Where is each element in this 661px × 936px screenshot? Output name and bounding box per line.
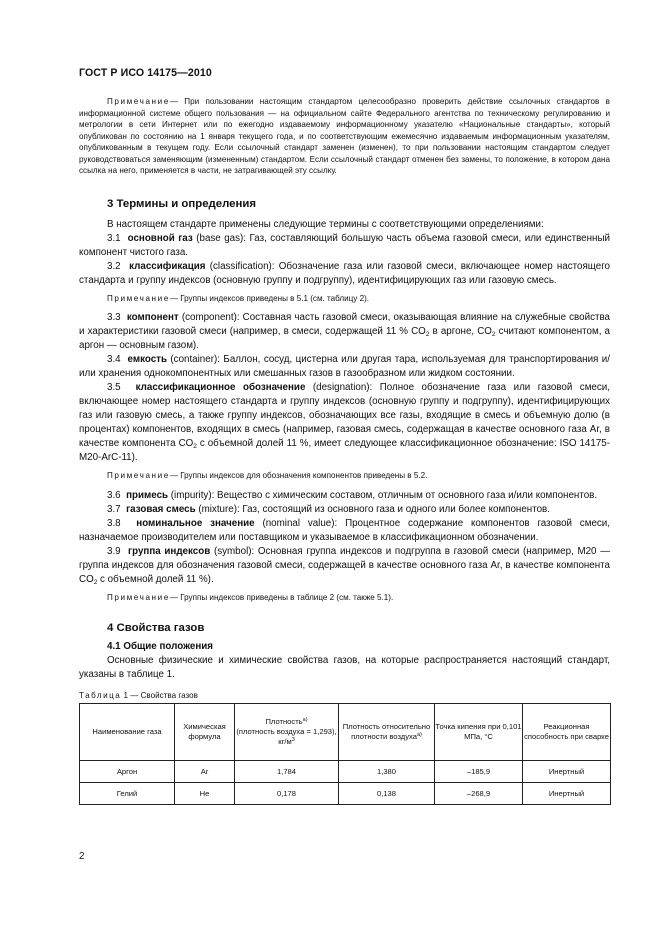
- term-3-6: [79, 489, 610, 503]
- term-3-9: [79, 545, 610, 587]
- note-label: Примечание: [107, 592, 170, 602]
- term-3-8: [79, 517, 610, 545]
- cell-name: Гелий: [80, 783, 175, 805]
- term-name: классификация: [129, 260, 206, 272]
- term-definition: (classification): Обозначение газа или газовой смеси, включающее номер настоящего стандарта и группу индексов (основную группу и подгруппу), идентифицирующих газ или газовую смесь.: [79, 260, 610, 286]
- term-name: номинальное значение: [136, 517, 255, 529]
- term-3-4: [79, 353, 610, 381]
- term-name: основной газ: [127, 232, 193, 244]
- caption-text: 1 — Свойства газов: [123, 691, 198, 700]
- term-name: емкость: [127, 354, 167, 365]
- col-header-relative-density: [339, 704, 435, 761]
- note-1: [79, 293, 610, 305]
- term-definition: (nominal value): Процентное содержание компонентов газовой смеси, назначаемое производителем или поставщиком и указываемое в классификационном обозначении.: [79, 517, 610, 543]
- subscript: 2: [93, 578, 98, 586]
- col-header-density: [235, 704, 339, 761]
- table-caption: [79, 691, 610, 700]
- note-2: [79, 470, 610, 482]
- page-header: ГОСТ Р ИСО 14175—2010: [79, 67, 212, 79]
- term-number: 3.6: [107, 489, 121, 501]
- term-3-5: [79, 381, 610, 465]
- term-name: группа индексов: [128, 545, 211, 557]
- note-label: Примечание: [107, 471, 170, 480]
- term-name: примесь: [126, 489, 169, 501]
- note-text: — Группы индексов для обозначения компонентов приведены в 5.2.: [169, 471, 428, 480]
- term-number: 3.8: [107, 517, 121, 529]
- page-number: 2: [79, 851, 85, 862]
- col-header-formula: Химическая формула: [175, 704, 235, 761]
- cell-relative-density: 1,380: [339, 761, 435, 783]
- cell-formula: Ar: [175, 761, 235, 783]
- term-definition: с объемной долей 11 %).: [97, 573, 214, 585]
- relative-label: Плотность относительно плотности воздуха: [342, 722, 431, 741]
- note-intro: [79, 96, 610, 177]
- footnote-mark: a): [416, 732, 422, 738]
- term-3-3: [79, 311, 610, 353]
- cell-relative-density: 0,138: [339, 783, 435, 805]
- term-name: газовая смесь: [126, 503, 196, 515]
- density-label: Плотность: [265, 717, 303, 726]
- unit-superscript: 3: [291, 737, 295, 743]
- term-number: 3.9: [107, 545, 121, 557]
- note-text: — Группы индексов приведены в 5.1 (см. таблицу 2).: [169, 293, 370, 303]
- density-detail: (плотность воздуха = 1,293), кг/м: [236, 727, 337, 746]
- term-3-7: [79, 503, 610, 517]
- subscript: 2: [491, 331, 496, 338]
- term-name: классификационное обозначение: [135, 382, 306, 393]
- term-number: 3.4: [107, 354, 121, 365]
- term-3-2: [79, 260, 610, 288]
- cell-name: Аргон: [80, 761, 175, 783]
- subsection-4-1-title: 4.1 Общие положения: [107, 641, 214, 652]
- term-definition: с объемной долей 11 %, имеет следующее классификационное обозначение: ISO 14175-M20-ArC-11).: [79, 438, 610, 463]
- table-row: [80, 783, 611, 805]
- note-text: — При пользовании настоящим стандартом целесообразно проверить действие ссылочных стандартов в информационной системе общего пользования — на официальном сайте Федерального агентства по техническому регулированию и метрологии в сети Интернет или по ежегодно издаваемому информационному указателю «Национальные стандарты», который опубликован по состоянию на 1 января текущего года, и по соответствующим ежемесячно издаваемым информационным указателям, опубликованным в текущем году. Если ссылочный стандарт заменен (изменен), то при пользовании настоящим стандартом следует руководствоваться заменяющим (измененным) стандартом. Если ссылочный стандарт отменен без замены, то положение, в котором дана ссылка на него, применяется в части, не затрагивающей эту ссылку.: [79, 97, 610, 175]
- note-label: Примечание: [107, 293, 170, 303]
- term-number: 3.1: [107, 232, 121, 244]
- col-header-name: Наименование газа: [80, 704, 175, 761]
- term-definition: считают компонентом, а аргон — основным газом).: [79, 326, 611, 351]
- term-3-1: [79, 232, 610, 260]
- term-number: 3.5: [107, 382, 121, 393]
- term-definition: (component): Составная часть газовой смеси, оказывающая влияние на служебные свойства и характеристики газовой смеси (например, в смеси, содержащей 11 % CO: [79, 312, 610, 337]
- term-number: 3.3: [107, 312, 121, 323]
- caption-label: Таблица: [79, 691, 122, 700]
- term-definition: (container): Баллон, сосуд, цистерна или другая тара, используемая для транспортирования и/или хранения однокомпонентных или смешанных газов в газообразном или жидком состоянии.: [79, 354, 610, 379]
- cell-boiling-point: –185,9: [435, 761, 523, 783]
- section-4-1-text: Основные физические и химические свойства газов, на которые распространяется настоящий стандарт, указаны в таблице 1.: [79, 655, 610, 680]
- subscript: 2: [193, 443, 197, 450]
- note-3: [79, 592, 610, 604]
- footnote-mark: a): [302, 717, 308, 723]
- page-content: [79, 96, 610, 805]
- note-text: — Группы индексов приведены в таблице 2 (см. также 5.1).: [169, 592, 394, 602]
- term-number: 3.7: [107, 503, 121, 515]
- cell-density: 0,178: [235, 783, 339, 805]
- subscript: 2: [425, 331, 430, 338]
- cell-formula: He: [175, 783, 235, 805]
- term-definition: (impurity): Вещество с химическим составом, отличным от основного газа и/или компонентов.: [168, 489, 598, 501]
- term-definition: (base gas): Газ, составляющий большую часть объема газовой смеси, или единственный компонент чистого газа.: [79, 232, 610, 258]
- section-4-title: 4 Свойства газов: [107, 622, 205, 634]
- term-name: компонент: [126, 312, 179, 323]
- section-3-intro: В настоящем стандарте применены следующие термины с соответствующими определениями:: [107, 218, 544, 230]
- gas-properties-table: [79, 703, 611, 805]
- cell-reactivity: Инертный: [523, 783, 611, 805]
- cell-reactivity: Инертный: [523, 761, 611, 783]
- term-number: 3.2: [107, 260, 121, 272]
- term-definition: (symbol): Основная группа индексов и подгруппа в газовой смеси (например, M20 — группа индексов для обозначения газовой смеси, содержащей в качестве основного газа Ar, в качестве компонента CO: [79, 545, 611, 585]
- term-definition: (mixture): Газ, состоящий из основного газа и одного или более компонентов.: [195, 503, 550, 515]
- cell-density: 1,784: [235, 761, 339, 783]
- note-label: Примечание: [107, 97, 170, 106]
- table-row: [80, 761, 611, 783]
- col-header-reactivity: Реакционная способность при сварке: [523, 704, 611, 761]
- cell-boiling-point: –268,9: [435, 783, 523, 805]
- col-header-boiling-point: Точка кипения при 0,101 МПа, °С: [435, 704, 523, 761]
- section-3-title: 3 Термины и определения: [107, 197, 257, 210]
- table-header-row: [80, 704, 611, 761]
- term-definition: в аргоне, CO: [429, 326, 492, 337]
- term-definition: (designation): Полное обозначение газа или газовой смеси, включающее номер настоящего стандарта и группу индексов (основную группу и подгруппу), идентифицирующих газ или газовую смесь, а также группу индексов, обозначающих все газы, входящие в смесь и объемную долю (в процентах) компонентов, входящих в смесь (например, газовая смесь, содержащая в качестве основного газа Ar, в качестве компонента CO: [79, 382, 610, 449]
